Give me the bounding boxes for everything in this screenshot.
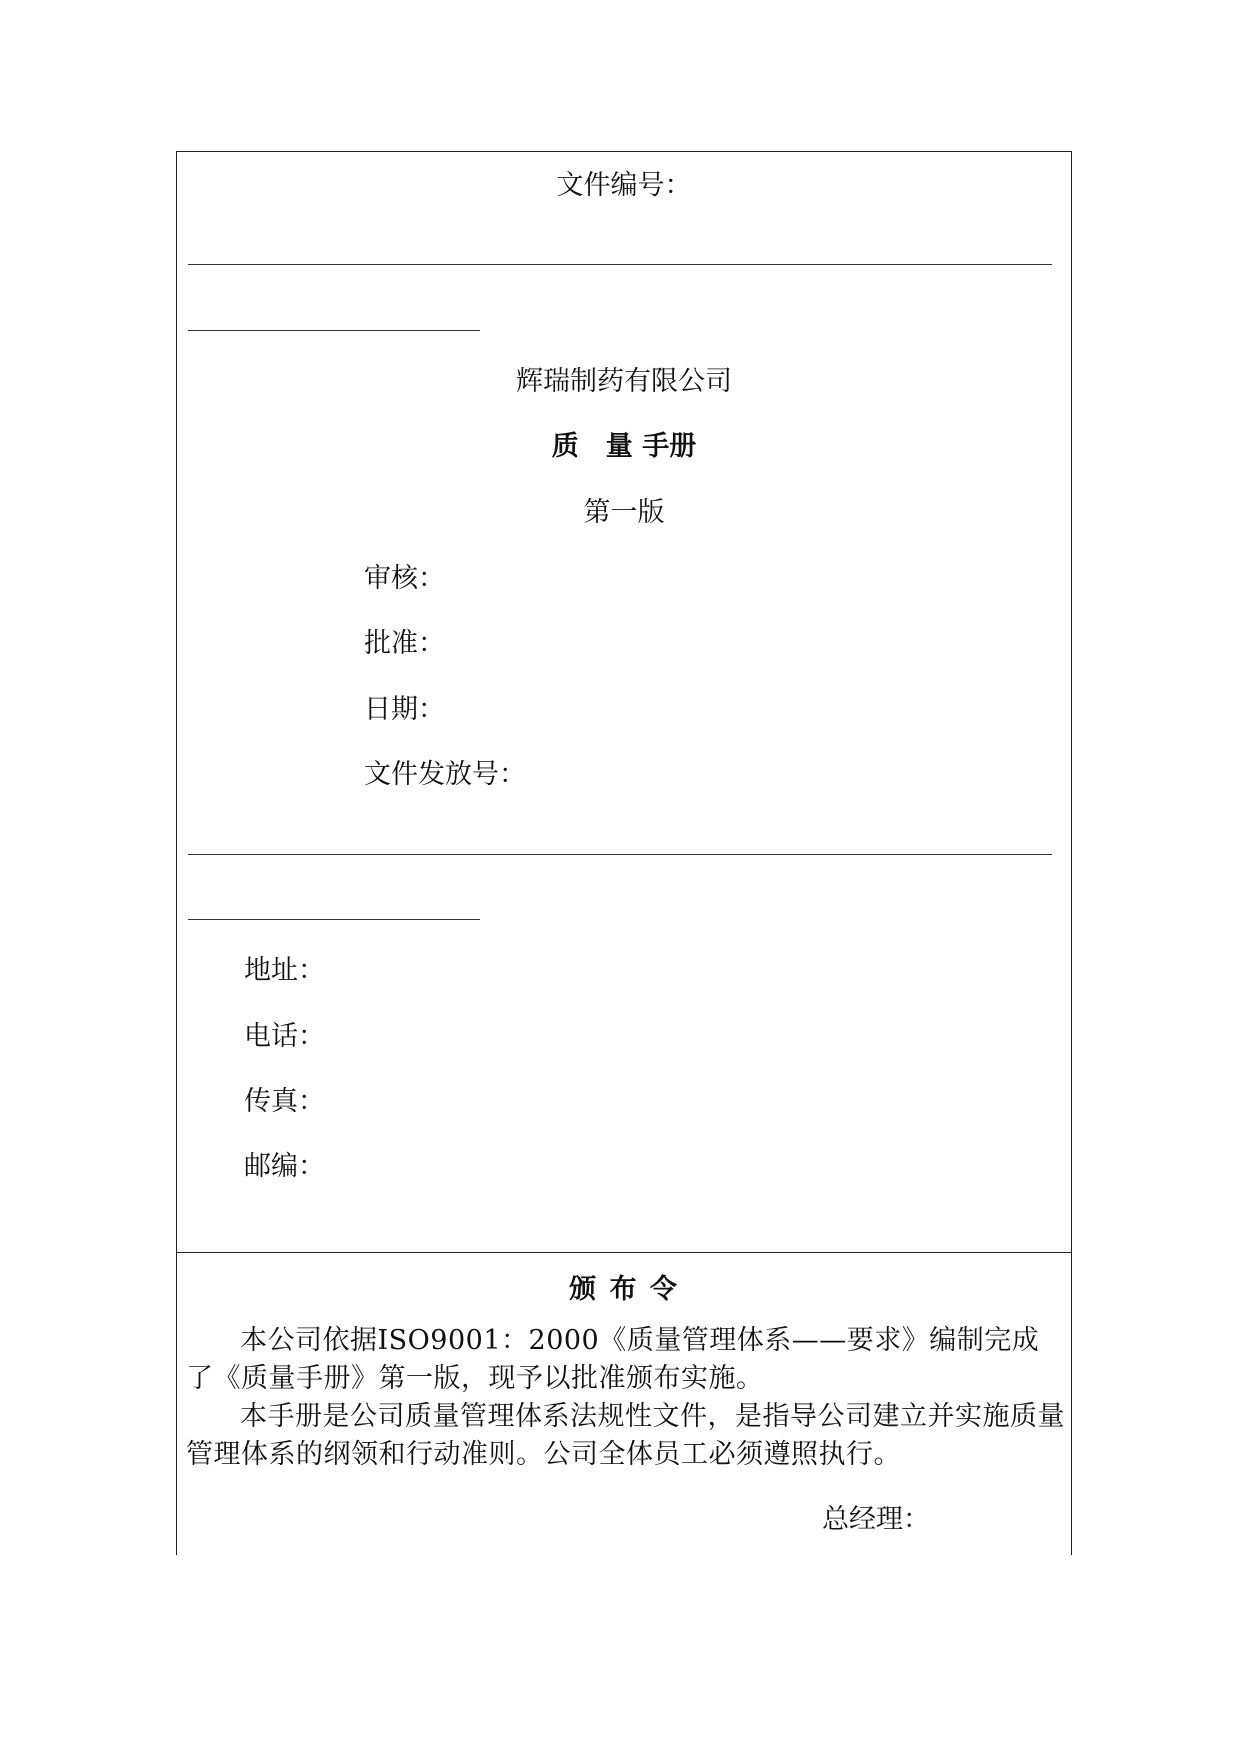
doc-number-label: 文件编号： — [556, 170, 692, 201]
decree-paragraph: 本公司依据ISO9001：2000《质量管理体系——要求》编制完成了《质量手册》第一版，现予以批准颁布实施。 — [186, 1325, 1040, 1394]
decree-paragraph: 本手册是公司质量管理体系法规性文件，是指导公司建立并实施质量管理体系的纲领和行动准则。公司全体员工必须遵照执行。 — [186, 1401, 1065, 1470]
fill-in-line-short — [188, 919, 480, 920]
decree-title: 颁 布 令 — [569, 1274, 679, 1305]
company-name: 辉瑞制药有限公司 — [516, 366, 732, 397]
edition-label: 第一版 — [583, 497, 665, 528]
phone-label: 电话： — [244, 1021, 325, 1052]
postcode-label: 邮编： — [244, 1151, 325, 1182]
fill-in-line-short — [188, 330, 480, 331]
date-label: 日期： — [364, 694, 445, 725]
issue-number-label: 文件发放号： — [364, 759, 526, 790]
fill-in-line-long — [188, 264, 1052, 265]
review-label: 审核： — [364, 563, 445, 594]
fill-in-line-long — [188, 854, 1052, 855]
section-divider — [176, 1252, 1072, 1253]
fax-label: 传真： — [244, 1086, 325, 1117]
address-label: 地址： — [244, 955, 325, 986]
manual-title: 质 量 手册 — [551, 431, 697, 462]
signature-label: 总经理： — [822, 1504, 930, 1535]
decree-body — [186, 1322, 1066, 1474]
approve-label: 批准： — [364, 628, 445, 659]
